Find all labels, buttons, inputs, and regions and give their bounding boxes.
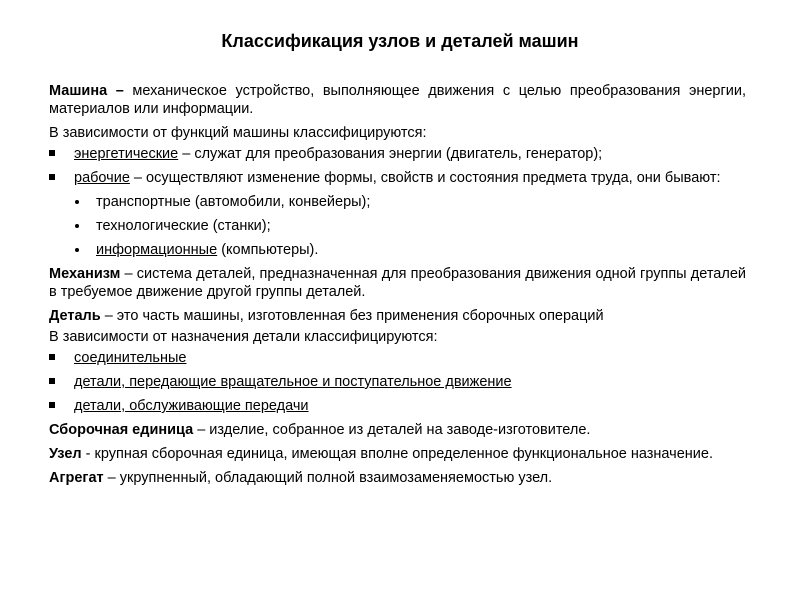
part-definition	[49, 307, 746, 325]
square-bullet-icon	[49, 174, 55, 180]
part-type-term: детали, передающие вращательное и поступательное движение	[74, 374, 512, 390]
list-item	[49, 217, 746, 235]
slide-title: Классификация узлов и деталей машин	[221, 31, 579, 51]
list-item	[49, 349, 746, 367]
unit-def-text: - крупная сборочная единица, имеющая вполне определенное функциональное назначение.	[81, 446, 713, 462]
list-item	[49, 241, 746, 259]
unit-definition	[49, 445, 746, 463]
assembly-term: Сборочная единица	[49, 422, 194, 438]
part-type-term: детали, обслуживающие передачи	[74, 398, 309, 414]
machine-type-term: энергетические	[74, 146, 179, 162]
square-bullet-icon	[49, 150, 55, 156]
part-type-term: соединительные	[74, 350, 187, 366]
aggregate-def-text: – укрупненный, обладающий полной взаимозаменяемостью узел.	[103, 470, 553, 486]
mechanism-term: Механизм	[49, 266, 121, 282]
part-term: Деталь	[49, 308, 101, 324]
list-item	[49, 373, 746, 391]
assembly-def-text: – изделие, собранное из деталей на заводе-изготовителе.	[193, 422, 591, 438]
machine-type-text: – служат для преобразования энергии (двигатель, генератор);	[178, 146, 603, 162]
subtype-text: (компьютеры).	[217, 242, 319, 258]
list-item	[49, 193, 746, 211]
machine-type-term: рабочие	[74, 170, 130, 186]
square-bullet-icon	[49, 354, 55, 360]
machine-term: Машина –	[49, 83, 124, 99]
slide-content	[49, 82, 746, 493]
part-def-text: – это часть машины, изготовленная без применения сборочных операций	[100, 308, 604, 324]
square-bullet-icon	[49, 378, 55, 384]
working-subtypes-list	[49, 193, 746, 259]
assembly-definition	[49, 421, 746, 439]
machine-def-text: механическое устройство, выполняющее движения с целью преобразования энергии, материалов или информации.	[49, 83, 746, 117]
aggregate-term: Агрегат	[49, 470, 104, 486]
part-types-list	[49, 349, 746, 415]
mechanism-def-text: – система деталей, предназначенная для преобразования движения одной группы деталей в требуемое движение другой группы деталей.	[49, 266, 746, 300]
list-item	[49, 397, 746, 415]
dot-bullet-icon	[75, 224, 79, 228]
subtype-term: информационные	[96, 242, 218, 258]
aggregate-definition	[49, 469, 746, 487]
subtype-text: технологические (станки);	[96, 218, 271, 234]
mechanism-definition	[49, 265, 746, 301]
dot-bullet-icon	[75, 248, 79, 252]
square-bullet-icon	[49, 402, 55, 408]
machine-type-text: – осуществляют изменение формы, свойств и состояния предмета труда, они бывают:	[129, 170, 721, 186]
machine-types-list	[49, 145, 746, 187]
list-item	[49, 145, 746, 163]
subtype-text: транспортные (автомобили, конвейеры);	[96, 194, 371, 210]
list-item	[49, 169, 746, 187]
unit-term: Узел	[49, 446, 82, 462]
dot-bullet-icon	[75, 200, 79, 204]
machine-definition	[49, 82, 746, 118]
machine-classify-intro: В зависимости от функций машины классифицируются:	[49, 125, 427, 141]
part-classify-intro: В зависимости от назначения детали классифицируются:	[49, 329, 438, 345]
